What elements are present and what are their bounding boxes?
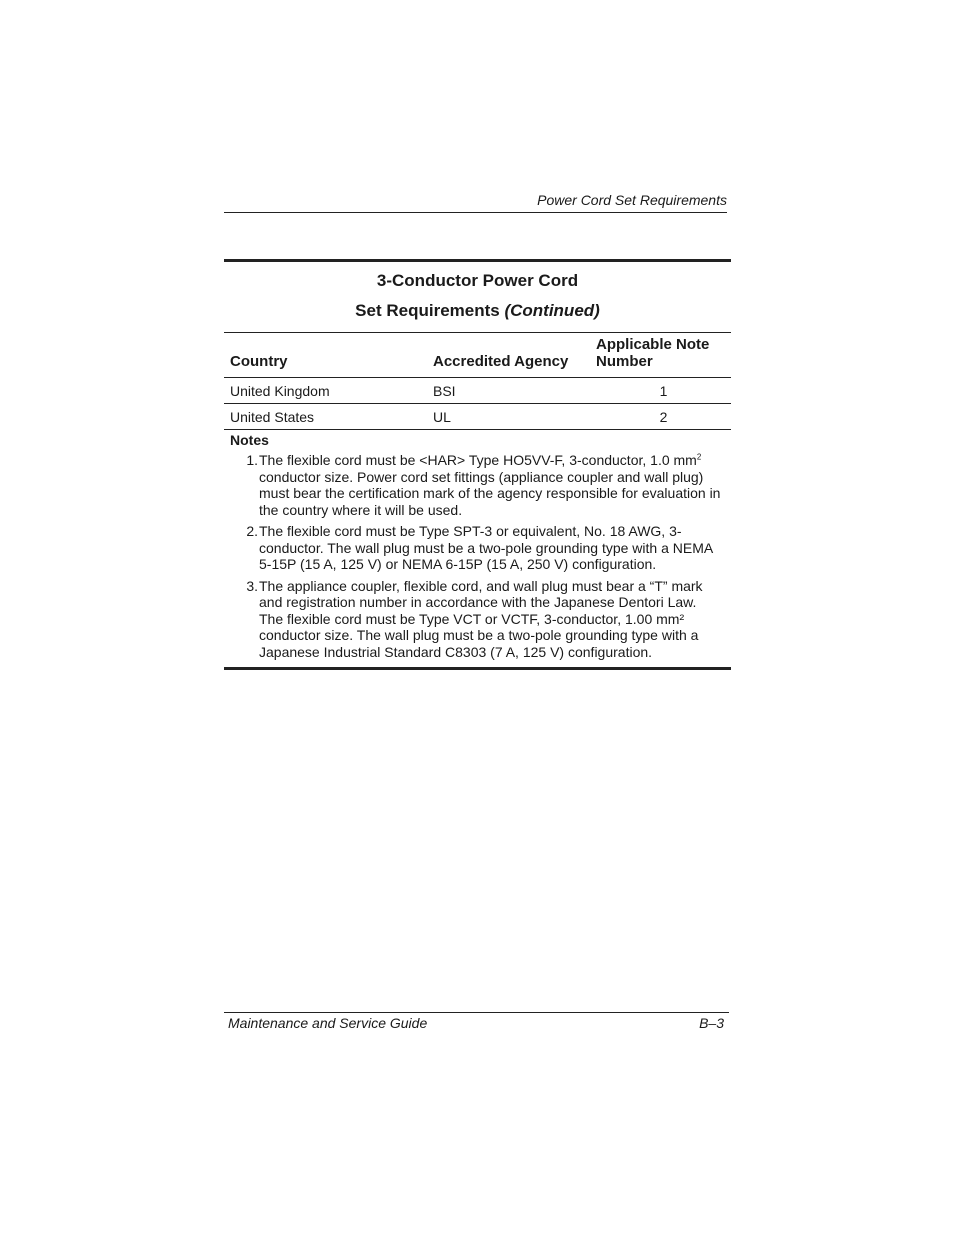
table-title-line2-text: Set Requirements [355,301,500,320]
cell-country: United States [230,408,315,425]
running-header: Power Cord Set Requirements [537,192,727,208]
note-text [258,452,724,518]
note-text-part: The flexible cord must be <HAR> Type HO5VV-F, 3-conductor, 1.0 mm [259,452,697,468]
cell-country: United Kingdom [230,382,330,399]
note-text: The appliance coupler, flexible cord, and wall plug must bear a “T” mark and registration number in accordance with the Japanese Dentori Law. The flexible cord must be Type VCT or VCTF, 3-conductor, 1.00 mm² conductor size. The wall plug must be a two-pole grounding type with a Japanese Industrial Standard C8303 (7 A, 125 V) configuration. [259,577,703,660]
table-title-line2 [224,296,731,326]
header-rule [224,212,727,213]
note-text: The flexible cord must be Type SPT-3 or equivalent, No. 18 AWG, 3-conductor. The wall plug must be a two-pole grounding type with a NEMA 5-15P (15 A, 125 V) or NEMA 6-15P (15 A, 250 V) configuration. [259,523,713,572]
note-superscript: 2 [696,452,702,462]
notes-section [224,430,731,667]
table-header-row [224,333,731,377]
note-item [224,523,731,573]
notes-label: Notes [230,432,269,448]
table-title [224,262,731,332]
table-title-continued: (Continued) [504,301,600,320]
cell-note-number: 2 [659,408,668,425]
note-number: 1. [246,452,258,468]
page-footer [228,1013,724,1033]
table-row [224,404,731,429]
cell-note-number: 1 [659,382,668,399]
note-number: 2. [246,523,258,539]
note-item [224,578,731,661]
power-cord-table [224,259,731,670]
cell-agency: UL [433,408,451,425]
footer-page-number: B–3 [699,1015,724,1031]
table-row [224,378,731,403]
column-header-agency: Accredited Agency [433,353,569,370]
table-title-line1: 3-Conductor Power Cord [376,271,579,290]
footer-guide-title: Maintenance and Service Guide [228,1015,428,1031]
cell-agency: BSI [433,382,456,399]
note-item [224,452,731,518]
column-header-note-number: Applicable Note Number [596,336,710,370]
column-header-country: Country [230,353,288,370]
table-bottom-rule [224,667,731,670]
note-text-part: conductor size. Power cord set fittings (appliance coupler and wall plug) must bear the certification mark of the agency responsible for evaluation in the country where it will be used. [259,468,721,518]
note-number: 3. [246,577,258,594]
